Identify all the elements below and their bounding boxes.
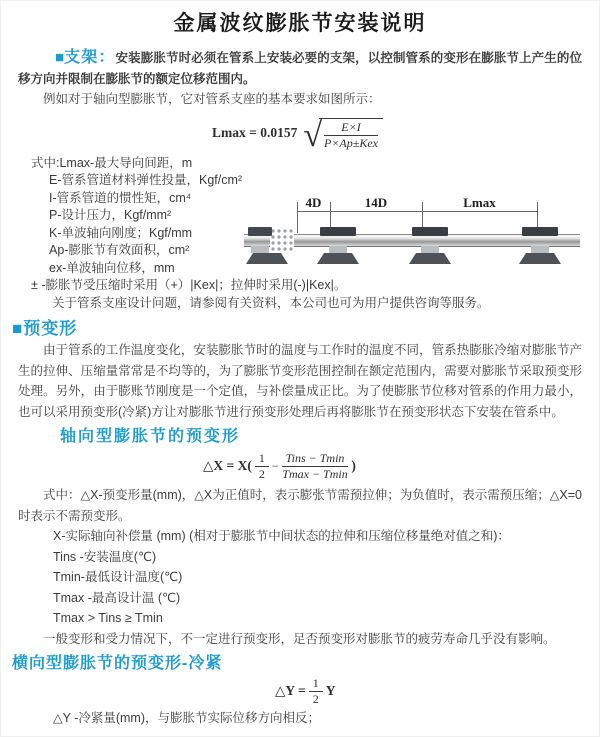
formula-lmax-denominator: P×Ap±Kex	[324, 136, 378, 150]
preform-section-header	[12, 317, 600, 340]
definition-line: E-管系管道材料弹性投量，Kgf/cm²	[49, 173, 243, 187]
dimension-line	[297, 211, 537, 212]
anchor-support-base	[246, 253, 288, 264]
formula-dy-half	[309, 677, 323, 706]
guide-support-base	[519, 253, 561, 264]
formula-delta-y	[272, 676, 600, 706]
formula-lmax-fraction	[324, 121, 378, 150]
guide-support-base	[317, 253, 359, 264]
dim-label-14d: 14D	[364, 195, 388, 210]
half-denominator: 2	[312, 691, 319, 706]
anchor-support-neck	[251, 246, 269, 253]
page-title: 金属波纹膨胀节安装说明	[173, 12, 427, 35]
support-intro-paragraph	[18, 48, 582, 89]
definition-line: P-设计压力，Kgf/mm²	[49, 208, 172, 222]
formula-dy-lhs: △Y =	[275, 683, 306, 698]
guide-support	[412, 227, 448, 236]
axial-temp-line: Tmin-最低设计温度(℃)	[53, 570, 183, 584]
dim-label-4d: 4D	[305, 195, 322, 210]
radical-body	[319, 118, 383, 150]
formula-delta-x	[200, 450, 600, 482]
lateral-note-line: △Y -冷紧量(mm)，与膨胀节实际位移方向相反；	[53, 711, 321, 725]
lateral-subsection-header: 横向型膨胀节的预变形-冷紧	[12, 655, 223, 672]
formula-dx-temp-fraction	[282, 452, 349, 481]
guide-support	[522, 227, 558, 236]
anchor-support	[248, 227, 272, 236]
formula-lmax-numerator: E×I	[324, 121, 378, 136]
guide-support-neck	[531, 246, 549, 253]
axial-x-definition: X-实际轴向补偿量 (mm) (相对于膨胀节中间状态的拉伸和压缩位移量绝对值之和)：	[53, 529, 510, 543]
axial-subsection-header: 轴向型膨胀节的预变形	[60, 428, 241, 445]
definition-line: Ap-膨胀节有效面积，cm²	[49, 243, 190, 257]
minus-operator: −	[271, 458, 279, 473]
guide-support-neck	[421, 246, 439, 253]
half-denominator: 2	[258, 466, 265, 481]
half-numerator: 1	[309, 677, 323, 692]
definition-lead: 式中:Lmax-最大导向间距，m	[31, 155, 193, 170]
definition-line: ex-单波轴向位移，mm	[49, 260, 175, 275]
formula-dx-lhs: △X = X(	[203, 458, 252, 473]
dim-label-lmax: Lmax	[463, 195, 496, 210]
definition-line: K-单波轴向刚度；Kgf/mm	[49, 225, 193, 240]
temp-numerator: Tins − Tmin	[282, 452, 349, 467]
half-numerator: 1	[255, 452, 269, 467]
formula-lmax-lhs: Lmax = 0.0157	[212, 124, 298, 140]
preform-body-paragraph: 由于管系的工作温度变化，安装膨胀节时的温度与工作时的温度不同，管系热膨胀冷缩对膨胀节产生的拉伸、压缩量常常是不均等的，为了膨胀节变形范围控制在额定范围内，需要对膨胀节采取预变形处理。另外，由于膨账节刚度是一个定值，与补偿量成正比。为了使膨胀节位移对管系的作用力最小，也可以采用预变形(冷紧)方让对膨胀节进行预变形处理后再将膨胀节在预变形状态下安装在管系中。	[18, 343, 582, 419]
section-square-icon: ■	[55, 49, 65, 66]
formula-dx-rhs: )	[351, 458, 356, 473]
definition-note-line: 关于管系支座设计问题，请参阅有关资料，本公司也可为用户提供咨询等服务。	[52, 295, 490, 310]
axial-explain-paragraph: 式中：△X-预变形量(mm)，△X为正值时，表示膨张节需预拉伸；为负值时，表示需预压缩；△X=0时表示不需预变形。	[18, 488, 582, 523]
axial-temp-line: Tmax -最高设计温 (℃)	[53, 590, 181, 605]
support-intro-text: 安装膨胀节时必须在管系上安装必要的支架，以控制管系的变形在膨胀节上产生的位移方向并限制在膨胀节的额定位移范围内。	[18, 51, 582, 86]
formula-dy-rhs: Y	[325, 683, 336, 698]
guide-support-base	[409, 253, 451, 264]
guide-support-neck	[329, 246, 347, 253]
guide-support	[320, 227, 356, 236]
axial-temp-line: Tins -安装温度(℃)	[53, 549, 157, 564]
preform-section-label: 预变形	[23, 319, 78, 338]
formula-dx-half	[255, 452, 269, 481]
support-section-label: 支架：	[64, 49, 116, 66]
support-spacing-diagram	[244, 194, 580, 286]
definition-pm-line: ± -膨胀节受压缩时采用（+）|Kex|；拉伸时采用(-)|Kex|。	[31, 278, 347, 292]
section-square-icon: ■	[12, 319, 24, 338]
axial-note-line: 一般变形和受力情况下，不一定进行预变形，足否预变形对膨胀节的疲劳寿命几乎没有影响。	[43, 631, 556, 646]
axial-temp-line: Tmax > Tins ≥ Tmin	[53, 611, 163, 625]
support-example-line: 例如对于轴向型膨胀节，它对管系支座的基本要求如图所示：	[43, 92, 381, 106]
temp-denominator: Tmax − Tmin	[282, 466, 348, 481]
definition-line: I-管系管道的惯性矩，cm⁴	[49, 190, 192, 205]
formula-lmax	[212, 114, 600, 152]
radical-sign: √	[303, 116, 322, 154]
bellows-icon	[270, 228, 294, 252]
